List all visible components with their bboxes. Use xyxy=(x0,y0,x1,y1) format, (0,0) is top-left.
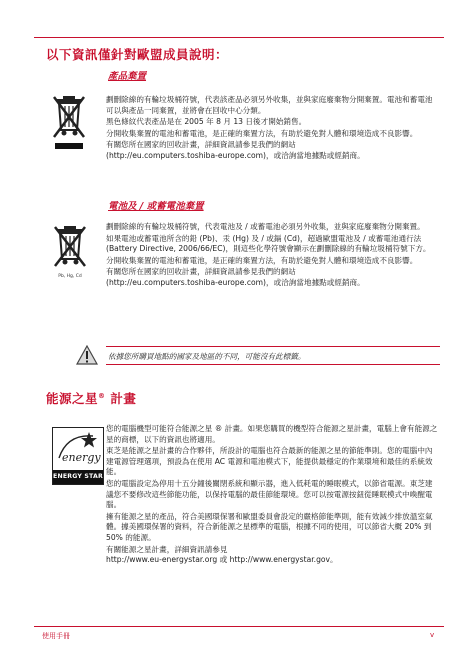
battery-url-line[interactable]: (http://eu.computers.toshiba-europe.com)，或洽詢當地據點或經銷商。 xyxy=(106,277,365,287)
note-rule-bottom xyxy=(106,364,440,365)
registered-mark: ® xyxy=(98,391,106,400)
battery-paragraph-4: 有關您所在國家的回收計畫，詳細資訊請參見我們的網站 xyxy=(106,267,296,277)
page-title: 以下資訊僅針對歐盟成員說明： xyxy=(46,47,229,62)
energy-paragraph-1: 您的電腦機型可能符合能源之星 ® 計畫。如果您購買的機型符合能源之星計畫，電腦上會有能源之星的商標，以下的資訊也將適用。 xyxy=(106,424,438,444)
products-paragraph-2: 黑色條紋代表產品是在 2005 年 8 月 13 日後才開始銷售。 xyxy=(106,117,307,127)
energy-url-line[interactable]: http://www.eu-energystar.org 或 http://www.energystar.gov。 xyxy=(106,555,338,565)
energy-paragraph-4: 擁有能源之星的產品，符合美國環保署和歐盟委員會設定的嚴格節能準則，能有效減少排放溫室氣體。據美國環保署的資料，符合新能源之星標準的電腦，根據不同的使用，可以節省大概 20% 到 50% 的能源。 xyxy=(106,511,433,542)
energy-logo-text: energy xyxy=(62,451,101,464)
battery-heading: 電池及 / 或蓄電池棄置 xyxy=(108,201,204,212)
products-paragraph-1: 劃刪除線的有輪垃圾桶符號，代表該產品必須另外收集，並與家庭廢棄物分開棄置。電池和蓄電池可以與產品一同棄置，並將會在回收中心分類。 xyxy=(106,95,433,115)
crossed-bin-battery-icon xyxy=(50,225,90,277)
footer-rule xyxy=(34,626,444,627)
energy-logo-label: ENERGY STAR xyxy=(53,470,103,484)
energy-star-logo xyxy=(52,427,104,485)
energy-text xyxy=(106,424,440,566)
products-paragraph-3: 分開收集棄置的電池和蓄電池，是正確的棄置方法，有助於避免對人體和環境造成不良影響。 xyxy=(106,128,418,138)
footer-left: 使用手冊 xyxy=(42,632,70,640)
energy-paragraph-5: 有關能源之星計畫，詳細資訊請參見 xyxy=(106,544,228,554)
battery-paragraph-1: 劃刪除線的有輪垃圾桶符號，代表電池及 / 或蓄電池必須另外收集，並與家庭廢棄物分開棄置。 xyxy=(106,222,425,231)
crossed-bin-icon xyxy=(52,95,86,151)
top-rule xyxy=(34,37,444,38)
products-heading: 產品棄置 xyxy=(108,71,147,82)
energy-heading-text: 能源之星 xyxy=(46,391,99,406)
note-rule-top xyxy=(106,346,440,347)
note-text: 依據您所購買地點的國家及地區的不同，可能沒有此標籤。 xyxy=(108,352,306,361)
battery-paragraph-3: 分開收集棄置的電池和蓄電池，是正確的棄置方法，有助於避免對人體和環境造成不良影響。 xyxy=(106,255,418,265)
products-url-line[interactable]: (http://eu.computers.toshiba-europe.com)，或洽詢當地據點或經銷商。 xyxy=(106,150,365,160)
battery-paragraph-2: 如果電池或蓄電池所含的鉛 (Pb)、汞 (Hg) 及 / 或鎘 (Cd)，超過歐盟電池及 / 或蓄電池通行法 (Battery Directive, 2006/66/EC)，則這些化學符號會顯示在劃刪除線的有輪垃圾桶符號下方。 xyxy=(106,233,431,254)
page-number: v xyxy=(430,631,435,639)
warning-icon xyxy=(76,345,98,365)
energy-paragraph-3: 您的電腦設定為停用十五分鐘後關閉系統和顯示器，進入低耗電的睡眠模式，以節省電源。東芝建議您不要修改這些節能功能，以保持電腦的最佳節能環境。您可以按電源按鈕從睡眠模式中喚醒電腦。 xyxy=(106,478,433,510)
battery-text xyxy=(106,222,440,289)
battery-chemical-caption: Pb, Hg, Cd xyxy=(58,274,82,279)
energy-paragraph-2: 東芝是能源之星計畫的合作夥伴，所設計的電腦也符合最新的能源之星的節能準則。您的電腦中內建電源管理選項，預設為在使用 AC 電源和電池模式下，能提供最穩定的作業環境和最佳的系統效能。 xyxy=(106,446,433,477)
energy-heading-suffix: 計畫 xyxy=(110,391,137,406)
products-text xyxy=(106,95,440,162)
products-paragraph-4: 有關您所在國家的回收計畫，詳細資訊請參見我們的網站 xyxy=(106,140,296,150)
energy-heading xyxy=(46,389,136,407)
